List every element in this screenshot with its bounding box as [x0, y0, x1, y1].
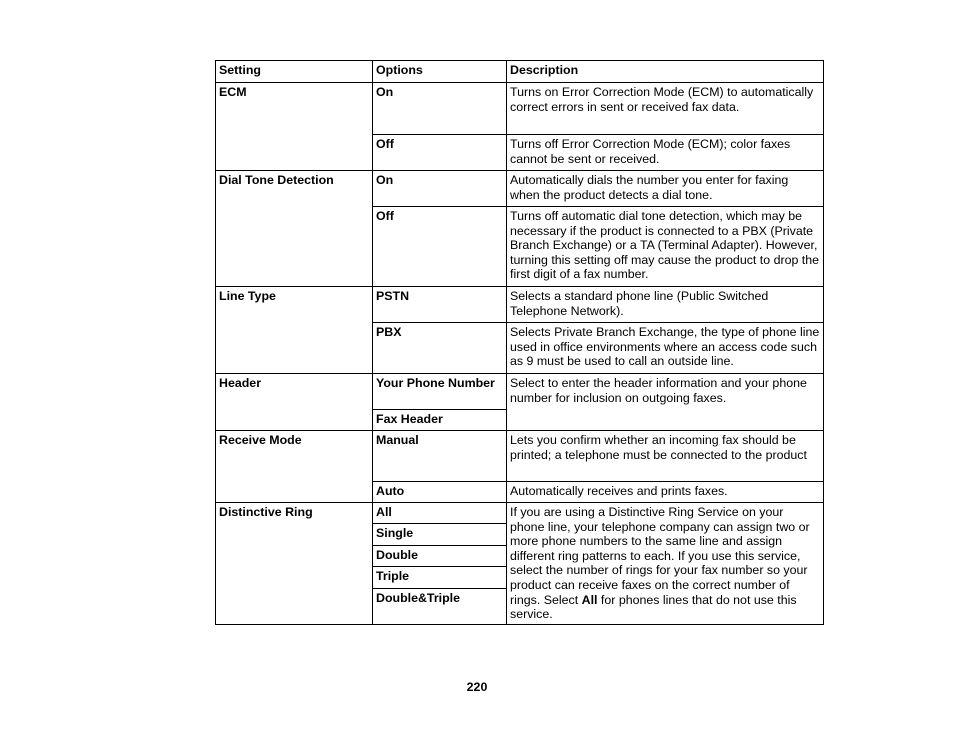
description-cell [507, 503, 824, 625]
table-header-row [216, 61, 824, 83]
description-cell: Selects a standard phone line (Public Switched Telephone Network). [507, 287, 824, 323]
option-cell: On [373, 83, 507, 135]
column-header-options: Options [373, 61, 507, 83]
option-cell: Off [373, 207, 507, 287]
description-cell: Selects Private Branch Exchange, the type of phone line used in office environments where an access code such as 9 must be used to call an outside line. [507, 323, 824, 374]
table-row [216, 503, 824, 524]
option-cell: Auto [373, 482, 507, 503]
description-cell: Turns off automatic dial tone detection, which may be necessary if the product is connected to a PBX (Private Branch Exchange) or a TA (Terminal Adapter). However, turning this setting off may cause the product to drop the first digit of a fax number. [507, 207, 824, 287]
description-bold-text: All [581, 592, 598, 607]
column-header-setting: Setting [216, 61, 373, 83]
option-cell: Triple [373, 567, 507, 589]
setting-header: Header [216, 374, 373, 431]
table-row [216, 431, 824, 482]
settings-table [215, 60, 824, 625]
description-cell: Automatically dials the number you enter for faxing when the product detects a dial tone. [507, 171, 824, 207]
table-row [216, 287, 824, 323]
setting-line-type: Line Type [216, 287, 373, 374]
option-cell: Off [373, 135, 507, 171]
option-cell: Fax Header [373, 410, 507, 431]
option-cell: Manual [373, 431, 507, 482]
description-cell: Turns off Error Correction Mode (ECM); color faxes cannot be sent or received. [507, 135, 824, 171]
setting-ecm: ECM [216, 83, 373, 171]
description-text: for phones lines that do not use this service. [510, 592, 797, 622]
option-cell: All [373, 503, 507, 524]
description-text: If you are using a Distinctive Ring Service on your phone line, your telephone company can assign two or more phone numbers to the same line and assign different ring patterns to each. If you use this service, select the number of rings for your fax number so your product can receive faxes on the correct number of rings. Select [510, 505, 810, 607]
description-cell: Lets you confirm whether an incoming fax should be printed; a telephone must be connected to the product [507, 431, 824, 482]
description-cell: Select to enter the header information and your phone number for inclusion on outgoing faxes. [507, 374, 824, 431]
description-cell: Turns on Error Correction Mode (ECM) to automatically correct errors in sent or received fax data. [507, 83, 824, 135]
table-row [216, 374, 824, 410]
option-cell: Your Phone Number [373, 374, 507, 410]
option-cell: PBX [373, 323, 507, 374]
option-cell: On [373, 171, 507, 207]
column-header-description: Description [507, 61, 824, 83]
page-number: 220 [466, 680, 488, 694]
setting-receive-mode: Receive Mode [216, 431, 373, 503]
option-cell: Double [373, 546, 507, 567]
setting-dial-tone-detection: Dial Tone Detection [216, 171, 373, 287]
option-cell: PSTN [373, 287, 507, 323]
setting-distinctive-ring: Distinctive Ring [216, 503, 373, 625]
description-cell: Automatically receives and prints faxes. [507, 482, 824, 503]
table-row [216, 83, 824, 135]
option-cell: Single [373, 524, 507, 546]
option-cell: Double&Triple [373, 589, 507, 625]
table-row [216, 171, 824, 207]
